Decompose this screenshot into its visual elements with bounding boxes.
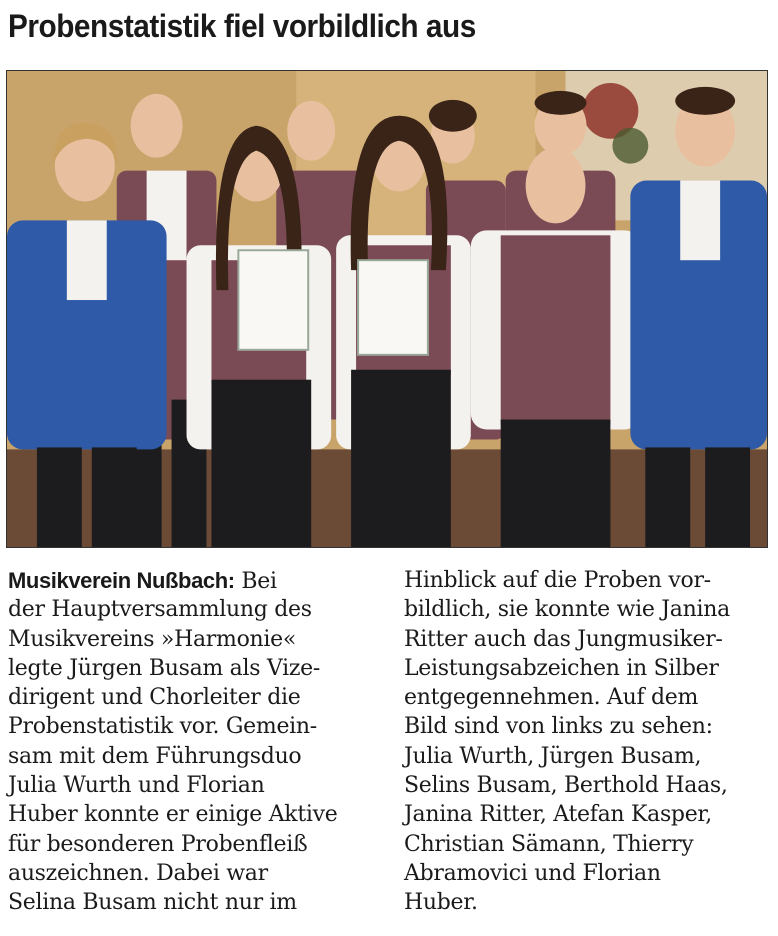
column-1-line: sam mit dem Führungsduo [8,743,302,769]
column-2-line: bildlich, sie konnte wie Janina [404,597,730,623]
column-2-line: Huber. [404,890,478,916]
article-lead: Musikverein Nußbach: [8,568,235,593]
column-2-line: entgegennehmen. Auf dem [404,685,699,711]
column-1-line: Musikvereins »Harmonie« [8,626,296,652]
column-1-line: der Hauptversammlung des [8,597,312,623]
column-1-line: für besonderen Probenfleiß [8,831,308,857]
column-1-line: dirigent und Chorleiter die [8,685,301,711]
column-2-line: Abramovici und Florian [404,860,661,886]
column-1-line: Probenstatistik vor. Gemein- [8,714,317,740]
column-1-line: legte Jürgen Busam als Vize- [8,655,320,681]
certificate-2 [358,260,428,355]
column-1-line: Julia Wurth und Florian [8,773,265,799]
column-1-line: Huber konnte er einige Aktive [8,802,338,828]
column-2-line: Christian Sämann, Thierry [404,831,694,857]
article-column-2 [404,566,776,918]
column-1-line [8,566,380,595]
column-2-line: Hinblick auf die Proben vor- [404,568,711,593]
column-2-line: Janina Ritter, Atefan Kasper, [404,802,712,828]
column-2-line: Leistungsabzeichen in Silber [404,655,719,681]
group-photo-illustration [7,71,767,547]
column-1-line: Selina Busam nicht nur im [8,890,297,916]
certificate-1 [238,250,308,350]
column-1-line-text: Bei [234,569,277,594]
column-2-line: Ritter auch das Jungmusiker- [404,626,723,652]
column-2-line: Bild sind von links zu sehen: [404,714,713,740]
headline: Probenstatistik fiel vorbildlich aus [8,8,476,44]
group-photo [6,70,768,548]
column-2-line: Selins Busam, Berthold Haas, [404,773,728,799]
column-2-line: Julia Wurth, Jürgen Busam, [404,743,702,769]
article-column-1 [8,566,380,918]
column-1-line: auszeichnen. Dabei war [8,860,268,886]
